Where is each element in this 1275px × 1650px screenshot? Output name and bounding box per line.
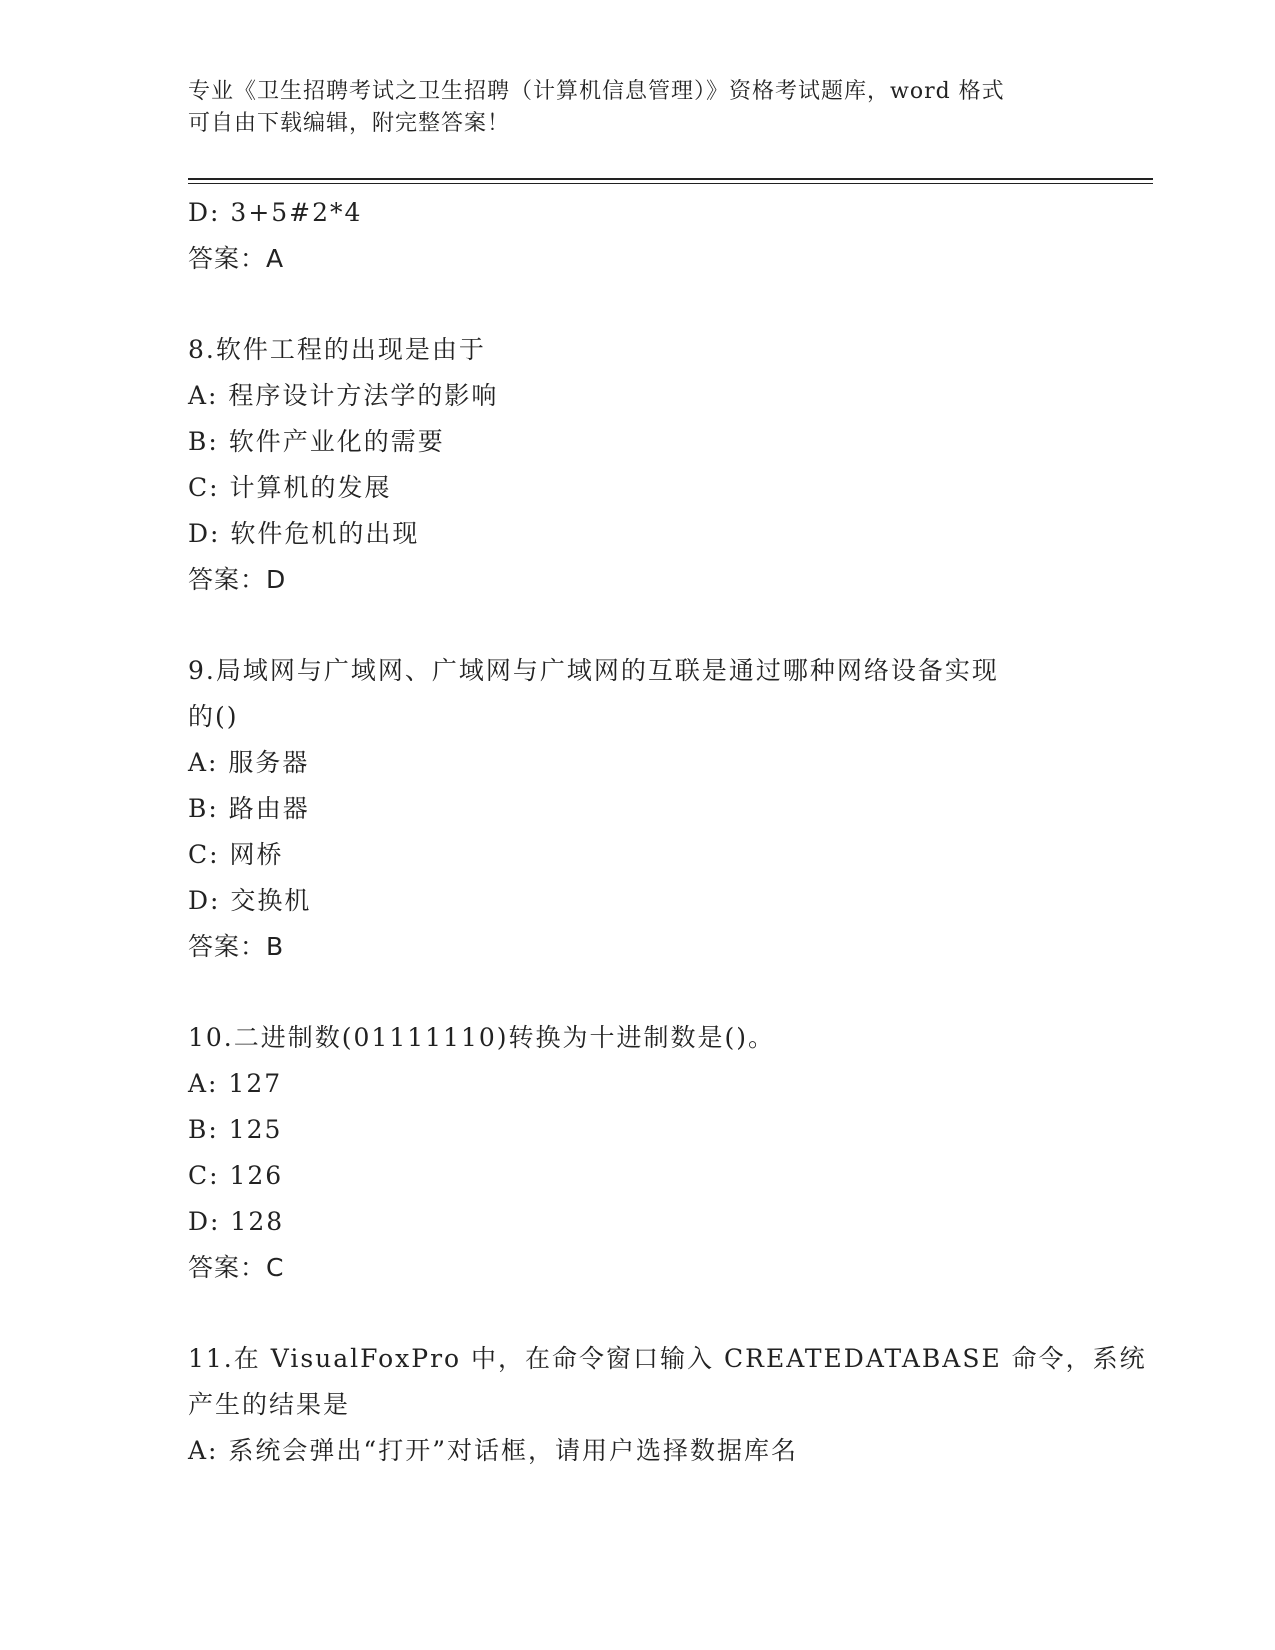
- option-c: C: 网桥: [188, 840, 284, 869]
- document-header: [188, 76, 1088, 140]
- option-a: A: 系统会弹出“打开”对话框，请用户选择数据库名: [188, 1436, 798, 1465]
- spacer: [188, 1291, 1088, 1336]
- option-b: B: 125: [188, 1115, 283, 1144]
- option-c: C: 126: [188, 1161, 284, 1190]
- question-10: [188, 1015, 1088, 1291]
- spacer: [188, 970, 1088, 1015]
- question-list: [188, 190, 1147, 1474]
- option-a: A: 服务器: [188, 748, 310, 777]
- question-7: [188, 190, 1088, 282]
- question-8: [188, 327, 1088, 603]
- header-line-1: 专业《卫生招聘考试之卫生招聘（计算机信息管理）》资格考试题库，word 格式: [188, 79, 1005, 104]
- question-9: [188, 648, 1088, 970]
- question-stem-line-1: 9.局域网与广域网、广域网与广域网的互联是通过哪种网络设备实现: [188, 656, 999, 685]
- answer: 答案：A: [188, 244, 285, 273]
- question-stem: 10.二进制数(01111110)转换为十进制数是()。: [188, 1023, 776, 1052]
- option-d: D: 软件危机的出现: [188, 519, 420, 548]
- question-stem: 8.软件工程的出现是由于: [188, 335, 486, 364]
- spacer: [188, 282, 1088, 327]
- option-c: C: 计算机的发展: [188, 473, 392, 502]
- header-divider-thin: [188, 183, 1153, 184]
- answer: 答案：C: [188, 1253, 285, 1282]
- option-b: B: 路由器: [188, 794, 310, 823]
- answer: 答案：B: [188, 932, 285, 961]
- question-11: [188, 1336, 1147, 1474]
- option-a: A: 127: [188, 1069, 283, 1098]
- option-d: D: 交换机: [188, 886, 312, 915]
- header-divider-thick: [188, 178, 1153, 180]
- question-stem-line-2: 产生的结果是: [188, 1390, 351, 1419]
- option-a: A: 程序设计方法学的影响: [188, 381, 499, 410]
- option-d: D: 3+5#2*4: [188, 198, 363, 227]
- header-line-2: 可自由下载编辑，附完整答案！: [188, 111, 511, 136]
- answer: 答案：D: [188, 565, 287, 594]
- question-stem-line-2: 的(): [188, 702, 239, 731]
- option-b: B: 软件产业化的需要: [188, 427, 445, 456]
- spacer: [188, 603, 1088, 648]
- question-stem-line-1: 11.在 VisualFoxPro 中，在命令窗口输入 CREATEDATABASE 命令，系统: [188, 1344, 1147, 1373]
- option-d: D: 128: [188, 1207, 285, 1236]
